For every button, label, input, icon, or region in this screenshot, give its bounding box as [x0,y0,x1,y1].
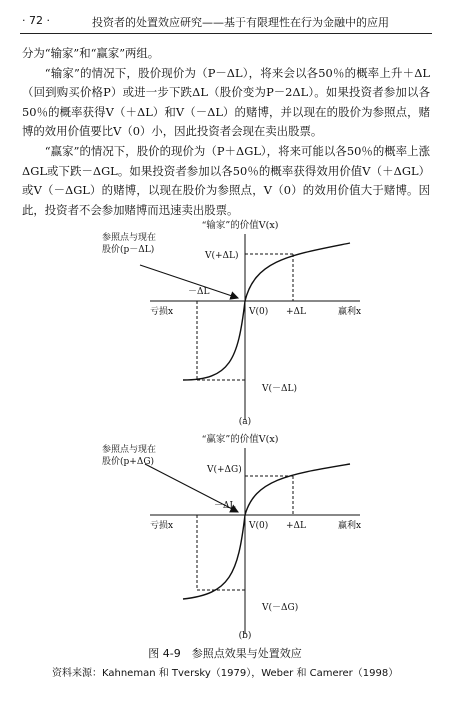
figure-b-minus-label: －ΔL [214,501,236,511]
figure-a-plus-label: +ΔL [286,307,307,317]
figure-b-loss-label: 亏损x [150,521,174,531]
figure-a [0,210,450,428]
figure-source: 资料来源：Kahneman 和 Tversky（1979），Weber 和 Camerer（1998） [52,668,399,679]
figure-b-title: “赢家”的价值V(x) [201,434,279,445]
paragraph: 分为“输家”和“赢家”两组。 [22,46,160,60]
paragraph: “赢家”的情况下，股价的现价为（P＋ΔGL），将来可能以各50％的概率上涨ΔGL或下跌－ΔGL。如果投资者参加以各50％的概率获得效用价值V（＋ΔGL）或V（－ΔGL）的赌博，以现在股价为参照点，V（0）的效用价值大于赌博。因此，投资者不会参加赌博而迅速卖出股票。 [22,143,430,217]
figure-a-v-plus-label: V(+ΔL) [205,251,239,261]
figure-b-plus-label: +ΔL [286,521,307,531]
figure-a-minus-label: －ΔL [188,287,210,297]
figure-b-ref-label: 参照点与现在 [102,445,157,455]
figure-a-v-minus-label: V(－ΔL) [262,384,297,394]
body-text [22,44,430,220]
figure-b-panel-label: (b) [238,631,252,641]
figure-b-value-curve [183,464,350,599]
figure-caption: 图 4-9 参照点效果与处置效应 [148,647,302,660]
figure-b-ref-label: 股价(p+ΔG) [102,457,155,467]
figure-a-title: “输家”的价值V(x) [201,220,279,231]
figure-b-v0-label: V(0) [249,521,269,531]
figure-b-v-plus-label: V(+ΔG) [207,465,242,475]
figure-b [0,424,450,642]
header-rule [20,33,432,34]
figure-b-gain-label: 赢利x [338,521,362,531]
running-header [20,10,432,30]
figure-a-v0-label: V(0) [249,307,269,317]
figure-a-ref-label: 股价(p－ΔL) [102,245,155,255]
page-number: · 72 · [22,14,50,27]
figure-a-loss-label: 亏损x [150,307,174,317]
running-title: 投资者的处置效应研究——基于有限理性在行为金融中的应用 [92,16,389,29]
paragraph: “输家”的情况下，股价现价为（P－ΔL），将来会以各50％的概率上升＋ΔL（回到购买价格P）或进一步下跌ΔL（股价变为P－2ΔL）。如果投资者参加以各50％的概率获得V（＋ΔL）和V（－ΔL）的赌博，并以现在的股价为参照点，赌博的效用价值要比V（0）小，因此投资者会现在卖出股票。 [22,65,430,139]
figure-a-ref-label: 参照点与现在 [102,233,157,243]
figure-b-v-minus-label: V(－ΔG) [262,603,299,613]
figure-a-panel-label: (a) [238,417,252,427]
figure-a-gain-label: 赢利x [338,307,362,317]
